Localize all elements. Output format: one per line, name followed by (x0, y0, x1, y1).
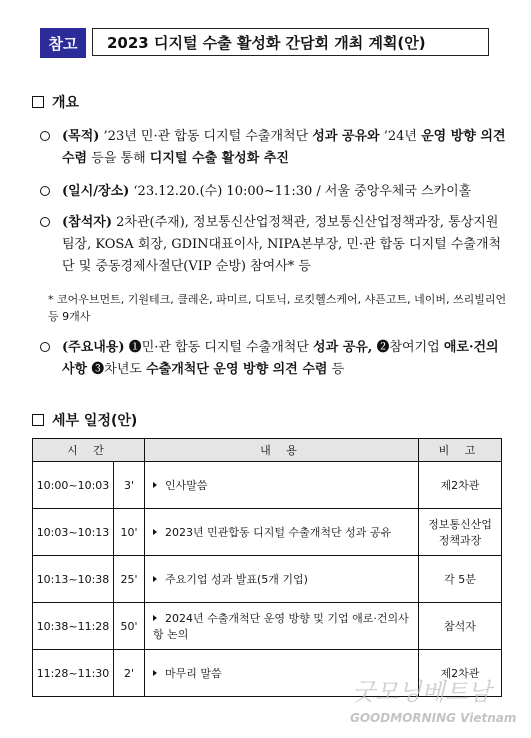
title-bar (40, 28, 491, 58)
triangle-bullet-icon (153, 482, 157, 488)
row-time: 11:28~11:30 (33, 650, 114, 697)
triangle-bullet-icon (153, 576, 157, 582)
header-note: 비 고 (419, 439, 502, 462)
row-time: 10:03~10:13 (33, 509, 114, 556)
watermark-logo (340, 668, 520, 728)
watermark-line2: GOODMORNING Vietnam (350, 711, 517, 725)
row-content: 인사말씀 (145, 462, 419, 509)
purpose-item: (목적) ’23년 민·관 합동 디지털 수출개척단 성과 공유와 ’24년 운영 방향 의견 수렴 등을 통해 디지털 수출 활성화 추진 (40, 126, 510, 170)
section-schedule-heading: 세부 일정(안) (32, 410, 137, 430)
circle-bullet-icon (40, 217, 50, 227)
circle-bullet-icon (40, 186, 50, 196)
row-duration: 10' (114, 509, 145, 556)
reference-tag: 참고 (40, 28, 86, 58)
section-overview-heading: 개요 (32, 92, 79, 112)
triangle-bullet-icon (153, 670, 157, 676)
square-bullet-icon (32, 414, 44, 426)
schedule-header-row (33, 439, 502, 462)
watermark-line1: 굿모닝베트남 (352, 678, 492, 706)
row-content: 2024년 수출개척단 운영 방향 및 기업 애로·건의사항 논의 (145, 603, 419, 650)
document-title: 2023 디지털 수출 활성화 간담회 개최 계획(안) (92, 28, 489, 56)
row-note: 제2차관 (419, 462, 502, 509)
row-content: 2023년 민관합동 디지털 수출개척단 성과 공유 (145, 509, 419, 556)
row-time: 10:13~10:38 (33, 556, 114, 603)
triangle-bullet-icon (153, 529, 157, 535)
schedule-row (33, 509, 502, 556)
row-note: 제2차관 (419, 650, 502, 697)
row-duration: 2' (114, 650, 145, 697)
row-duration: 50' (114, 603, 145, 650)
attendees-item: (참석자) 2차관(주재), 정보통신산업정책관, 정보통신산업정책과장, 통상지원팀장, KOSA 회장, GDIN대표이사, NIPA본부장, 민·관 합동 디지털 수출개척단 및 중동경제사절단(VIP 순방) 참여사* 등 (40, 212, 510, 278)
row-duration: 25' (114, 556, 145, 603)
row-duration: 3' (114, 462, 145, 509)
schedule-table (32, 438, 502, 697)
schedule-row (33, 603, 502, 650)
triangle-bullet-icon (153, 615, 157, 621)
header-time: 시 간 (33, 439, 145, 462)
schedule-row (33, 462, 502, 509)
schedule-row (33, 556, 502, 603)
header-content: 내 용 (145, 439, 419, 462)
circle-bullet-icon (40, 131, 50, 141)
attendees-footnote: * 코어우브먼트, 기원테크, 클레온, 파미르, 디토닉, 로킷헬스케어, 샤픈고트, 네이버, 쓰리빌리언 등 9개사 (48, 293, 507, 323)
row-time: 10:00~10:03 (33, 462, 114, 509)
row-note: 참석자 (419, 603, 502, 650)
row-content: 주요기업 성과 발표(5개 기업) (145, 556, 419, 603)
circle-bullet-icon (40, 342, 50, 352)
main-content-item: (주요내용) ❶민·관 합동 디지털 수출개척단 성과 공유, ❷참여기업 애로·건의사항 ❸차년도 수출개척단 운영 방향 의견 수렴 등 (40, 337, 510, 381)
square-bullet-icon (32, 96, 44, 108)
datetime-item: (일시/장소) ‘23.12.20.(수) 10:00~11:30 / 서울 중앙우체국 스카이홀 (40, 181, 510, 203)
row-time: 10:38~11:28 (33, 603, 114, 650)
row-note: 각 5분 (419, 556, 502, 603)
row-content: 마무리 말씀 (145, 650, 419, 697)
row-note: 정보통신산업 정책과장 (419, 509, 502, 556)
